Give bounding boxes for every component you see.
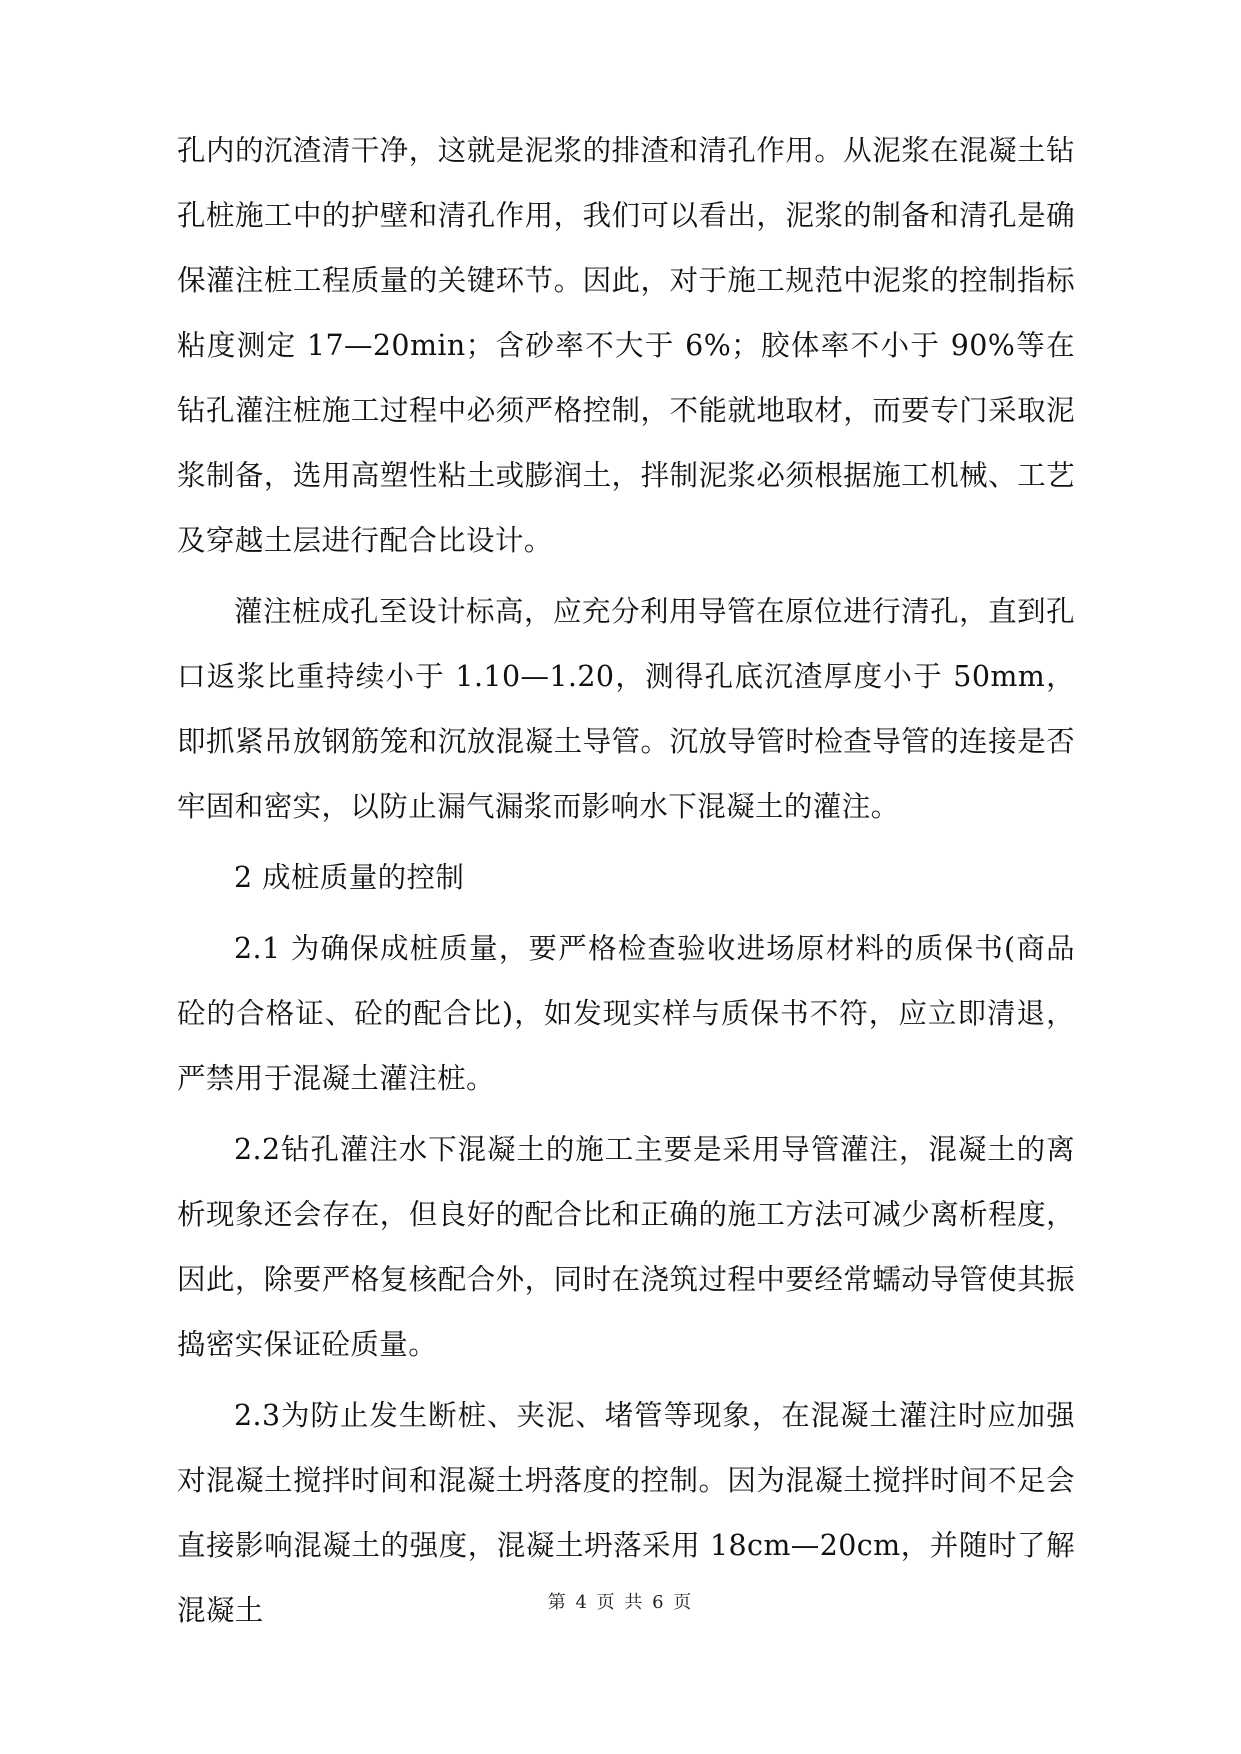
document-body [177, 118, 1075, 1643]
page-number-footer: 第 4 页 共 6 页 [547, 1592, 694, 1613]
paragraph-hole-cleaning: 灌注桩成孔至设计标高，应充分利用导管在原位进行清孔，直到孔口返浆比重持续小于 1.10—1.20，测得孔底沉渣厚度小于 50mm，即抓紧吊放钢筋笼和沉放混凝土导管。沉放导管时检查导管的连接是否牢固和密实，以防止漏气漏浆而影响水下混凝土的灌注。 [177, 595, 1075, 823]
paragraph-2-1: 2.1 为确保成桩质量，要严格检查验收进场原材料的质保书(商品砼的合格证、砼的配合比)，如发现实样与质保书不符，应立即清退，严禁用于混凝土灌注桩。 [177, 932, 1075, 1095]
section-heading: 2 成桩质量的控制 [234, 861, 465, 894]
paragraph-continued: 孔内的沉渣清干净，这就是泥浆的排渣和清孔作用。从泥浆在混凝土钻孔桩施工中的护壁和清孔作用，我们可以看出，泥浆的制备和清孔是确保灌注桩工程质量的关键环节。因此，对于施工规范中泥浆的控制指标粘度测定 17—20min；含砂率不大于 6%；胶体率不小于 90%等在钻孔灌注桩施工过程中必须严格控制，不能就地取材，而要专门采取泥浆制备，选用高塑性粘土或膨润土，拌制泥浆必须根据施工机械、工艺及穿越土层进行配合比设计。 [177, 134, 1075, 557]
paragraph-2-2: 2.2钻孔灌注水下混凝土的施工主要是采用导管灌注，混凝土的离析现象还会存在，但良好的配合比和正确的施工方法可减少离析程度，因此，除要严格复核配合外，同时在浇筑过程中要经常蠕动导管使其振捣密实保证砼质量。 [177, 1133, 1075, 1361]
paragraph-2-3: 2.3为防止发生断桩、夹泥、堵管等现象，在混凝土灌注时应加强对混凝土搅拌时间和混凝土坍落度的控制。因为混凝土搅拌时间不足会直接影响混凝土的强度，混凝土坍落采用 18cm—20cm，并随时了解混凝土 [177, 1399, 1075, 1627]
